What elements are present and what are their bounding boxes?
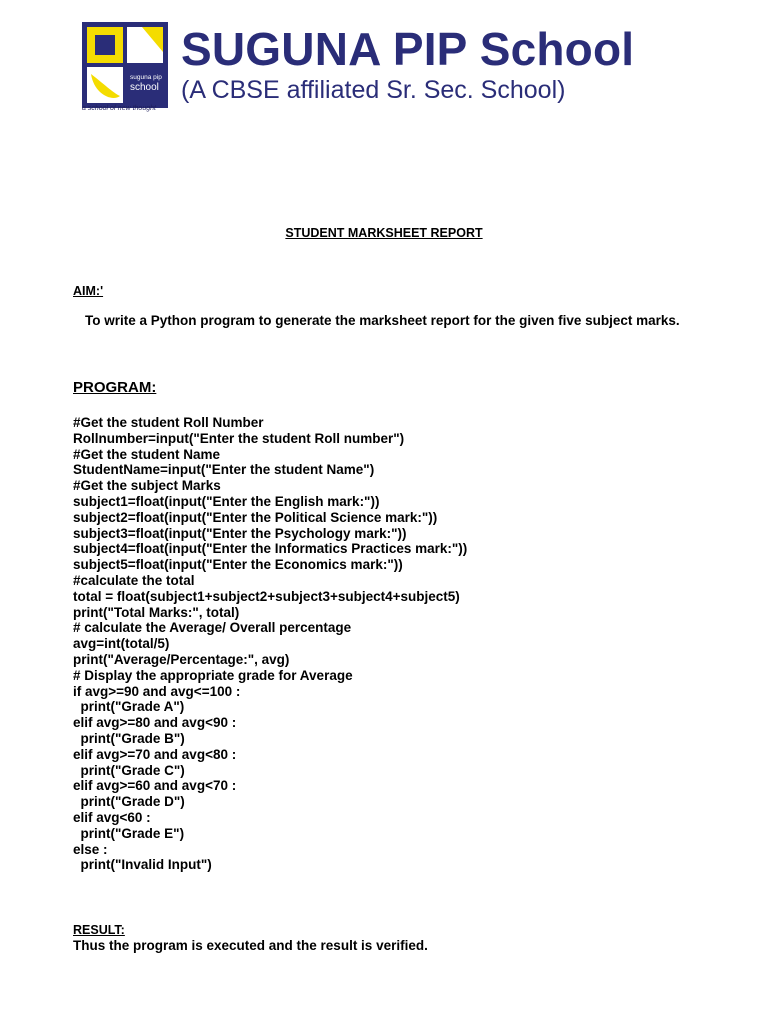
school-subtitle: (A CBSE affiliated Sr. Sec. School) (181, 76, 566, 104)
code-line: print("Total Marks:", total) (73, 604, 240, 620)
program-heading: PROGRAM: (73, 379, 157, 396)
code-line: subject2=float(input("Enter the Political Science mark:")) (73, 509, 438, 525)
result-text: Thus the program is executed and the result is verified. (73, 938, 428, 953)
aim-text: To write a Python program to generate the marksheet report for the given five subject marks. (85, 313, 680, 328)
code-line: subject1=float(input("Enter the English mark:")) (73, 493, 380, 509)
code-line: print("Invalid Input") (73, 857, 212, 873)
code-line: if avg>=90 and avg<=100 : (73, 683, 241, 699)
code-line: #Get the subject Marks (73, 478, 221, 494)
code-line: elif avg>=70 and avg<80 : (73, 746, 237, 762)
code-line: Rollnumber=input("Enter the student Roll number") (73, 430, 405, 446)
school-logo-icon (82, 22, 168, 108)
code-line: StudentName=input("Enter the student Name") (73, 462, 375, 478)
code-line: subject5=float(input("Enter the Economics mark:")) (73, 557, 403, 573)
logo-text-bottom: school (130, 82, 159, 93)
code-line: # calculate the Average/ Overall percentage (73, 620, 352, 636)
code-line: print("Grade A") (73, 699, 185, 715)
aim-heading: AIM:' (73, 284, 104, 298)
code-line: elif avg>=80 and avg<90 : (73, 715, 237, 731)
code-line: avg=int(total/5) (73, 636, 170, 652)
code-line: #Get the student Roll Number (73, 415, 264, 430)
code-line: print("Grade B") (73, 730, 185, 746)
code-line: else : (73, 841, 108, 857)
code-line: #calculate the total (73, 572, 195, 588)
code-line: #Get the student Name (73, 446, 221, 462)
code-line: print("Grade D") (73, 794, 185, 810)
report-title: STUDENT MARKSHEET REPORT (285, 226, 483, 240)
code-line: elif avg>=60 and avg<70 : (73, 778, 237, 794)
logo-tagline: a school of new thought (82, 105, 156, 112)
result-heading: RESULT: (73, 923, 125, 937)
code-line: subject4=float(input("Enter the Informatics Practices mark:")) (73, 541, 468, 557)
logo-text-top: suguna pip (130, 74, 162, 81)
code-line: # Display the appropriate grade for Average (73, 667, 353, 683)
code-line: elif avg<60 : (73, 809, 151, 825)
code-line: total = float(subject1+subject2+subject3+subject4+subject5) (73, 588, 460, 604)
code-line: subject3=float(input("Enter the Psychology mark:")) (73, 525, 407, 541)
school-name: SUGUNA PIP School (181, 23, 635, 75)
code-line: print("Grade E") (73, 825, 185, 841)
code-line: print("Average/Percentage:", avg) (73, 651, 290, 667)
school-header (82, 22, 642, 118)
program-code-block (73, 415, 713, 873)
code-line: print("Grade C") (73, 762, 185, 778)
